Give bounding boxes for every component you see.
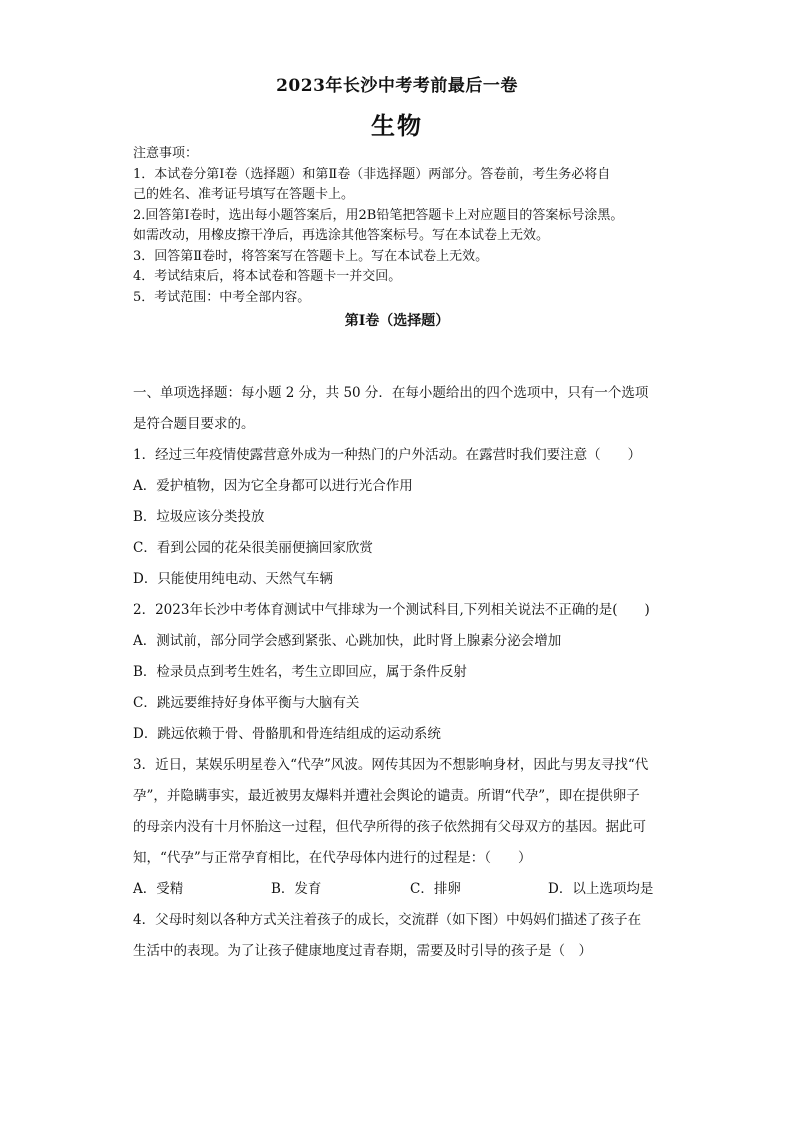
question-1-stem: 1．经过三年疫情使露营意外成为一种热门的户外活动。在露营时我们要注意（ ） <box>133 447 642 463</box>
question-2-option-c: C．跳远要维持好身体平衡与大脑有关 <box>133 695 360 711</box>
exam-title: 2023年长沙中考考前最后一卷 <box>276 76 518 96</box>
question-3-option-d: D．以上选项均是 <box>548 881 654 897</box>
question-4-stem-line: 4．父母时刻以各种方式关注着孩子的成长，交流群（如下图）中妈妈们描述了孩子在 <box>133 912 642 928</box>
question-2-stem: 2．2023年长沙中考体育测试中气排球为一个测试科目,下列相关说法不正确的是( ) <box>133 602 650 618</box>
notes-line: 4．考试结束后，将本试卷和答题卡一并交回。 <box>133 269 402 284</box>
question-3-stem-line: 知，“代孕”与正常孕育相比，在代孕母体内进行的过程是：（ ） <box>133 850 532 866</box>
question-2-option-b: B．检录员点到考生姓名，考生立即回应，属于条件反射 <box>133 664 467 680</box>
notes-heading: 注意事项： <box>133 146 199 161</box>
section-instruction: 是符合题目要求的。 <box>133 416 255 432</box>
part-one-title: 第Ⅰ卷（选择题） <box>344 313 450 329</box>
notes-line: 5．考试范围：中考全部内容。 <box>133 289 311 305</box>
question-3-stem-line: 孕”，并隐瞒事实，最近被男友爆料并遭社会舆论的谴责。所谓“代孕”，即在提供卵子 <box>133 788 640 804</box>
question-3-option-a: A．受精 <box>133 881 184 897</box>
question-1-option-c: C．看到公园的花朵很美丽便摘回家欣赏 <box>133 540 373 556</box>
notes-line: 如需改动，用橡皮擦干净后，再选涂其他答案标号。写在本试卷上无效。 <box>133 228 550 243</box>
question-4-stem-line: 生活中的表现。为了让孩子健康地度过青春期，需要及时引导的孩子是（ ） <box>133 943 592 959</box>
notes-line: 2.回答第Ⅰ卷时，选出每小题答案后，用2B铅笔把答题卡上对应题目的答案标号涂黑。 <box>133 207 624 223</box>
question-1-option-b: B．垃圾应该分类投放 <box>133 509 265 525</box>
question-3-stem-line: 3．近日，某娱乐明星卷入“代孕”风波。网传其因为不想影响身材，因此与男友寻找“代 <box>133 757 649 773</box>
notes-line: 己的姓名、准考证号填写在答题卡上。 <box>133 187 355 202</box>
question-3-option-c: C．排卵 <box>410 881 461 897</box>
question-3-option-b: B．发育 <box>271 881 322 897</box>
question-1-option-a: A．爱护植物，因为它全身都可以进行光合作用 <box>133 478 413 494</box>
section-instruction: 一、单项选择题：每小题 2 分，共 50 分．在每小题给出的四个选项中，只有一个选项 <box>133 385 649 401</box>
notes-line: 3．回答第Ⅱ卷时，将答案写在答题卡上。写在本试卷上无效。 <box>133 248 489 264</box>
question-2-option-d: D．跳远依赖于骨、骨骼肌和骨连结组成的运动系统 <box>133 726 441 742</box>
question-3-stem-line: 的母亲内没有十月怀胎这一过程，但代孕所得的孩子依然拥有父母双方的基因。据此可 <box>133 819 646 835</box>
question-2-option-a: A．测试前，部分同学会感到紧张、心跳加快，此时肾上腺素分泌会增加 <box>133 633 562 649</box>
question-1-option-d: D．只能使用纯电动、天然气车辆 <box>133 571 333 587</box>
notes-line: 1．本试卷分第Ⅰ卷（选择题）和第Ⅱ卷（非选择题）两部分。答卷前，考生务必将自 <box>133 166 611 182</box>
notes-block <box>133 144 673 308</box>
subject-title: 生物 <box>371 111 423 140</box>
